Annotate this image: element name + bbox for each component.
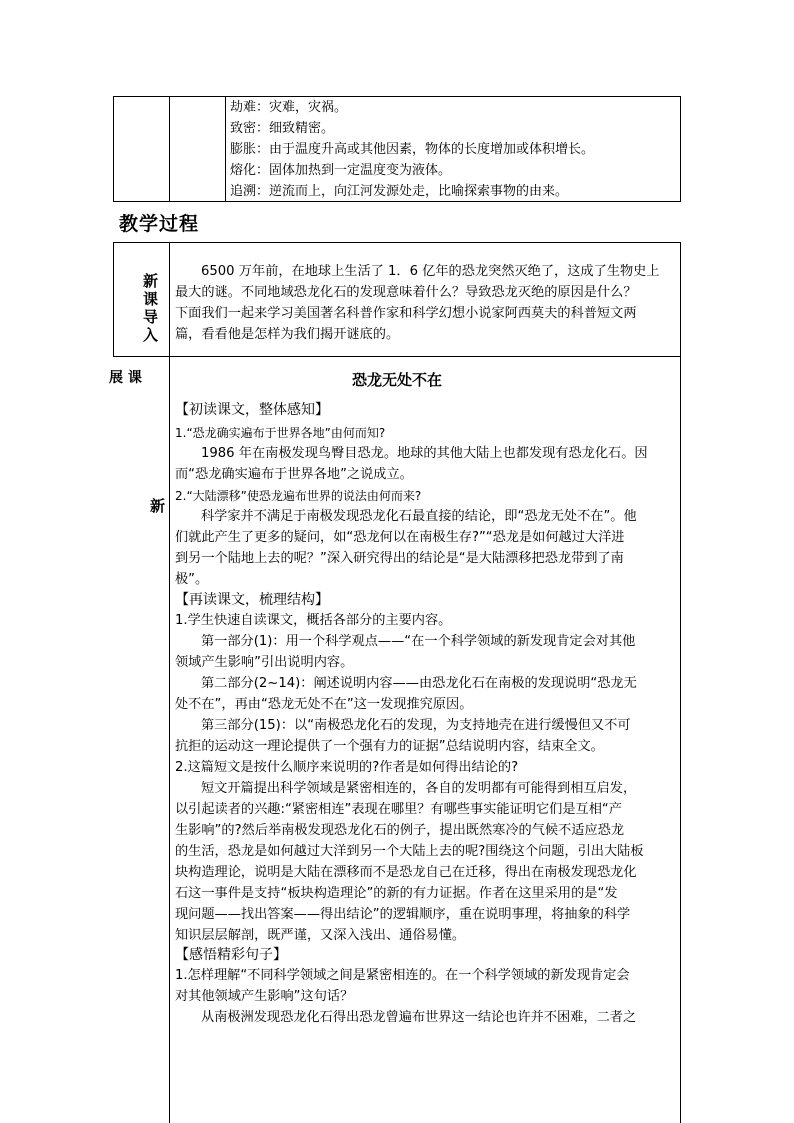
main-label-mid: 新 (150, 497, 166, 515)
section-title: 教学过程 (119, 213, 200, 235)
text-line: 1.学生快速自读课文，概括各部分的主要内容。 (175, 613, 452, 628)
lesson-title: 恐龙无处不在 (351, 371, 442, 389)
text-line: 们就此产生了更多的疑问，如“恐龙何以在南极生存?”“恐龙是如何越过大洋进 (175, 530, 625, 545)
vocab-item: 劫难：灾难，灾祸。 (230, 100, 348, 115)
text-line: 生影响”的?然后举南极发现恐龙化石的例子，提出既然寒冷的气候不适应恐龙 (175, 823, 625, 838)
text-line: 块构造理论，说明是大陆在漂移而不是恐龙自己在迁移，得出在南极发现恐龙化 (175, 865, 637, 880)
text-line: 对其他领域产生影响”这句话？ (175, 989, 354, 1004)
text-line: 的生活，恐龙是如何越过大洋到另一个大陆上去的呢?围绕这个问题，引出大陆板 (175, 844, 644, 859)
text-line: 科学家并不满足于南极发现恐龙化石最直接的结论，即“恐龙无处不在”。他 (201, 509, 637, 524)
vocab-item: 膨胀：由于温度升高或其他因素，物体的长度增加或体积增长。 (230, 142, 595, 157)
question-line: 1.“恐龙确实遍布于世界各地”由何而知? (175, 426, 386, 440)
text-line: 石这一事件是支持“板块构造理论”的新的有力证据。作者在这里采用的是“发 (175, 886, 618, 901)
text-line: 1.怎样理解“不同科学领域之间是紧密相连的。在一个科学领域的新发现肯定会 (175, 968, 630, 983)
text-line: 短文开篇提出科学领域是紧密相连的，各自的发明都有可能得到相互启发， (201, 781, 637, 796)
heading-line: 【再读课文，梳理结构】 (175, 592, 329, 608)
text-line: 而“恐龙确实遍布于世界各地”之说成立。 (175, 467, 413, 482)
vocab-item: 致密：细致精密。 (230, 121, 335, 136)
intro-line: 篇，看看他是怎样为我们揭开谜底的。 (175, 327, 400, 342)
text-line: 到另一个陆地上去的呢？”深入研究得出的结论是“是大陆漂移把恐龙带到了南 (175, 551, 624, 566)
text-line: 第三部分(15)：以“南极恐龙化石的发现，为支持地壳在进行缓慢但又不可 (201, 718, 631, 733)
main-label-top: 展 课 (109, 370, 142, 386)
text-line: 极”。 (175, 572, 209, 587)
intro-label-char: 新 (143, 272, 159, 290)
text-line: 1986 年在南极发现鸟臀目恐龙。地球的其他大陆上也都发现有恐龙化石。因 (201, 446, 648, 461)
text-line: 从南极洲发现恐龙化石得出恐龙曾遍布世界这一结论也许并不困难，二者之 (201, 1010, 637, 1025)
intro-line: 下面我们一起来学习美国著名科普作家和科学幻想小说家阿西莫夫的科普短文两 (175, 306, 637, 321)
text-line: 以引起读者的兴趣:“紧密相连”表现在哪里？有哪些事实能证明它们是互相“产 (175, 802, 622, 817)
intro-line: 6500 万年前，在地球上生活了 1．6 亿年的恐龙突然灭绝了，这成了生物史上 (201, 264, 660, 279)
text-line: 领域产生影响”引出说明内容。 (175, 655, 354, 670)
text-line: 现问题——找出答案——得出结论”的逻辑顺序，重在说明事理，将抽象的科学 (175, 907, 631, 922)
intro-label-char: 课 (143, 290, 159, 308)
text-line: 知识层层解剖，既严谨，又深入浅出、通俗易懂。 (175, 928, 466, 943)
question-line: 2.“大陆漂移”使恐龙遍布世界的说法由何而来? (175, 489, 422, 503)
intro-line: 最大的谜。不同地域恐龙化石的发现意味着什么？导致恐龙灭绝的原因是什么？ (175, 285, 637, 300)
heading-line: 【感悟精彩句子】 (175, 947, 287, 963)
text-line: 处不在”，再由“恐龙无处不在”这一发现推究原因。 (175, 697, 473, 712)
vocab-item: 追溯：逆流而上，向江河发源处走，比喻探索事物的由来。 (230, 184, 569, 199)
vocab-item: 熔化：固体加热到一定温度变为液体。 (230, 163, 452, 178)
text-line: 第二部分(2~14)：阐述说明内容——由恐龙化石在南极的发现说明“恐龙无 (201, 676, 637, 691)
intro-label-char: 导 (143, 308, 159, 326)
question-line: 2.这篇短文是按什么顺序来说明的?作者是如何得出结论的? (175, 760, 519, 775)
heading-line: 【初读课文，整体感知】 (175, 402, 329, 418)
text-line: 第一部分(1)：用一个科学观点——“在一个科学领域的新发现肯定会对其他 (201, 634, 636, 649)
intro-label-char: 入 (143, 326, 159, 344)
text-line: 抗拒的运动这一理论提供了一个强有力的证据”总结说明内容，结束全文。 (175, 739, 604, 754)
